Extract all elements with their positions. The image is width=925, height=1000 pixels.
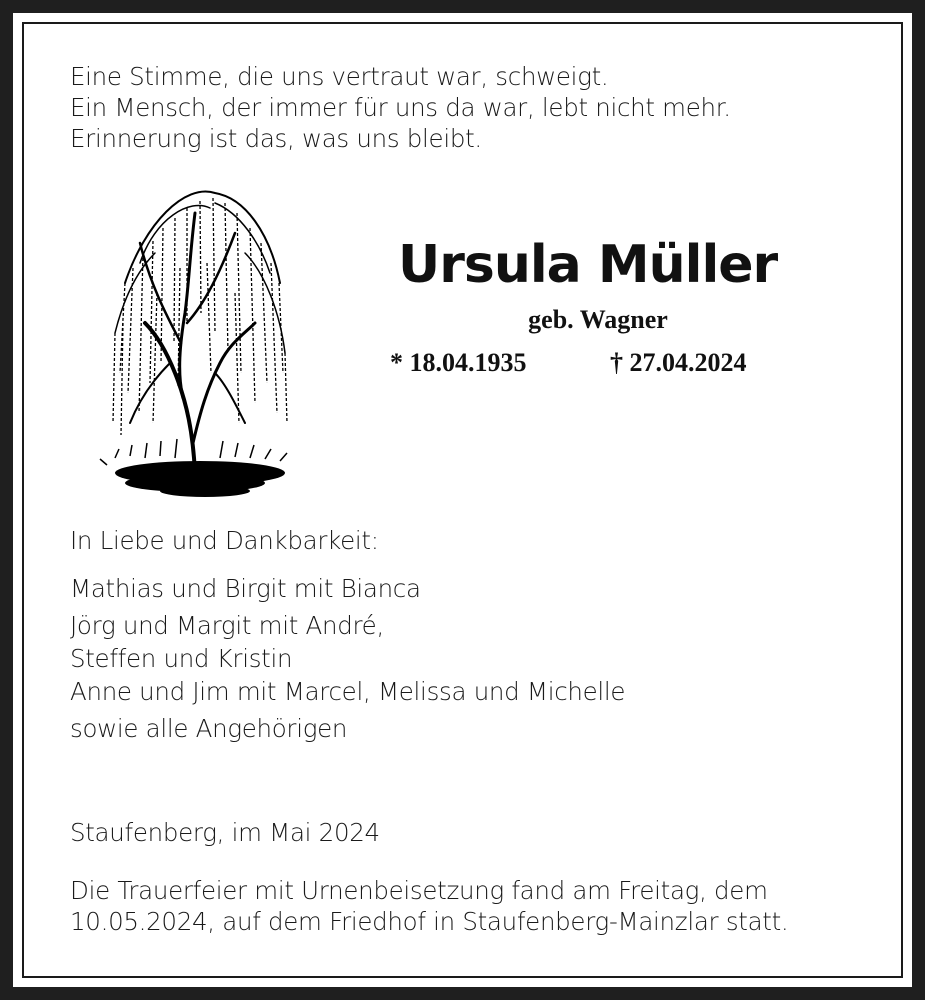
ceremony-notice: [70, 875, 788, 937]
list-item: Anne und Jim mit Marcel, Melissa und Michelle: [70, 677, 626, 706]
poem-line: Erinnerung ist das, was uns bleibt.: [70, 124, 482, 153]
mourners-list: [70, 570, 625, 747]
obituary-card: [13, 13, 912, 987]
place-date: Staufenberg, im Mai 2024: [70, 818, 380, 847]
list-item: Steffen und Kristin: [70, 644, 293, 673]
birth-date: * 18.04.1935: [390, 348, 527, 377]
birth-name: geb. Wagner: [528, 305, 668, 334]
death-date: † 27.04.2024: [610, 348, 747, 377]
list-item: sowie alle Angehörigen: [70, 714, 348, 743]
poem-line: Eine Stimme, die uns vertraut war, schweigt.: [70, 62, 609, 91]
list-item: Mathias und Birgit mit Bianca: [70, 574, 421, 603]
ceremony-line: Die Trauerfeier mit Urnenbeisetzung fand am Freitag, dem: [70, 876, 768, 905]
poem: [70, 61, 731, 154]
list-item: Jörg und Margit mit André,: [70, 611, 384, 640]
mourners-intro: In Liebe und Dankbarkeit:: [70, 526, 379, 555]
deceased-name: Ursula Müller: [398, 235, 778, 295]
weeping-willow-icon: [95, 173, 295, 503]
life-dates: [390, 348, 800, 378]
poem-line: Ein Mensch, der immer für uns da war, lebt nicht mehr.: [70, 93, 731, 122]
ceremony-line: 10.05.2024, auf dem Friedhof in Staufenberg-Mainzlar statt.: [70, 907, 789, 936]
